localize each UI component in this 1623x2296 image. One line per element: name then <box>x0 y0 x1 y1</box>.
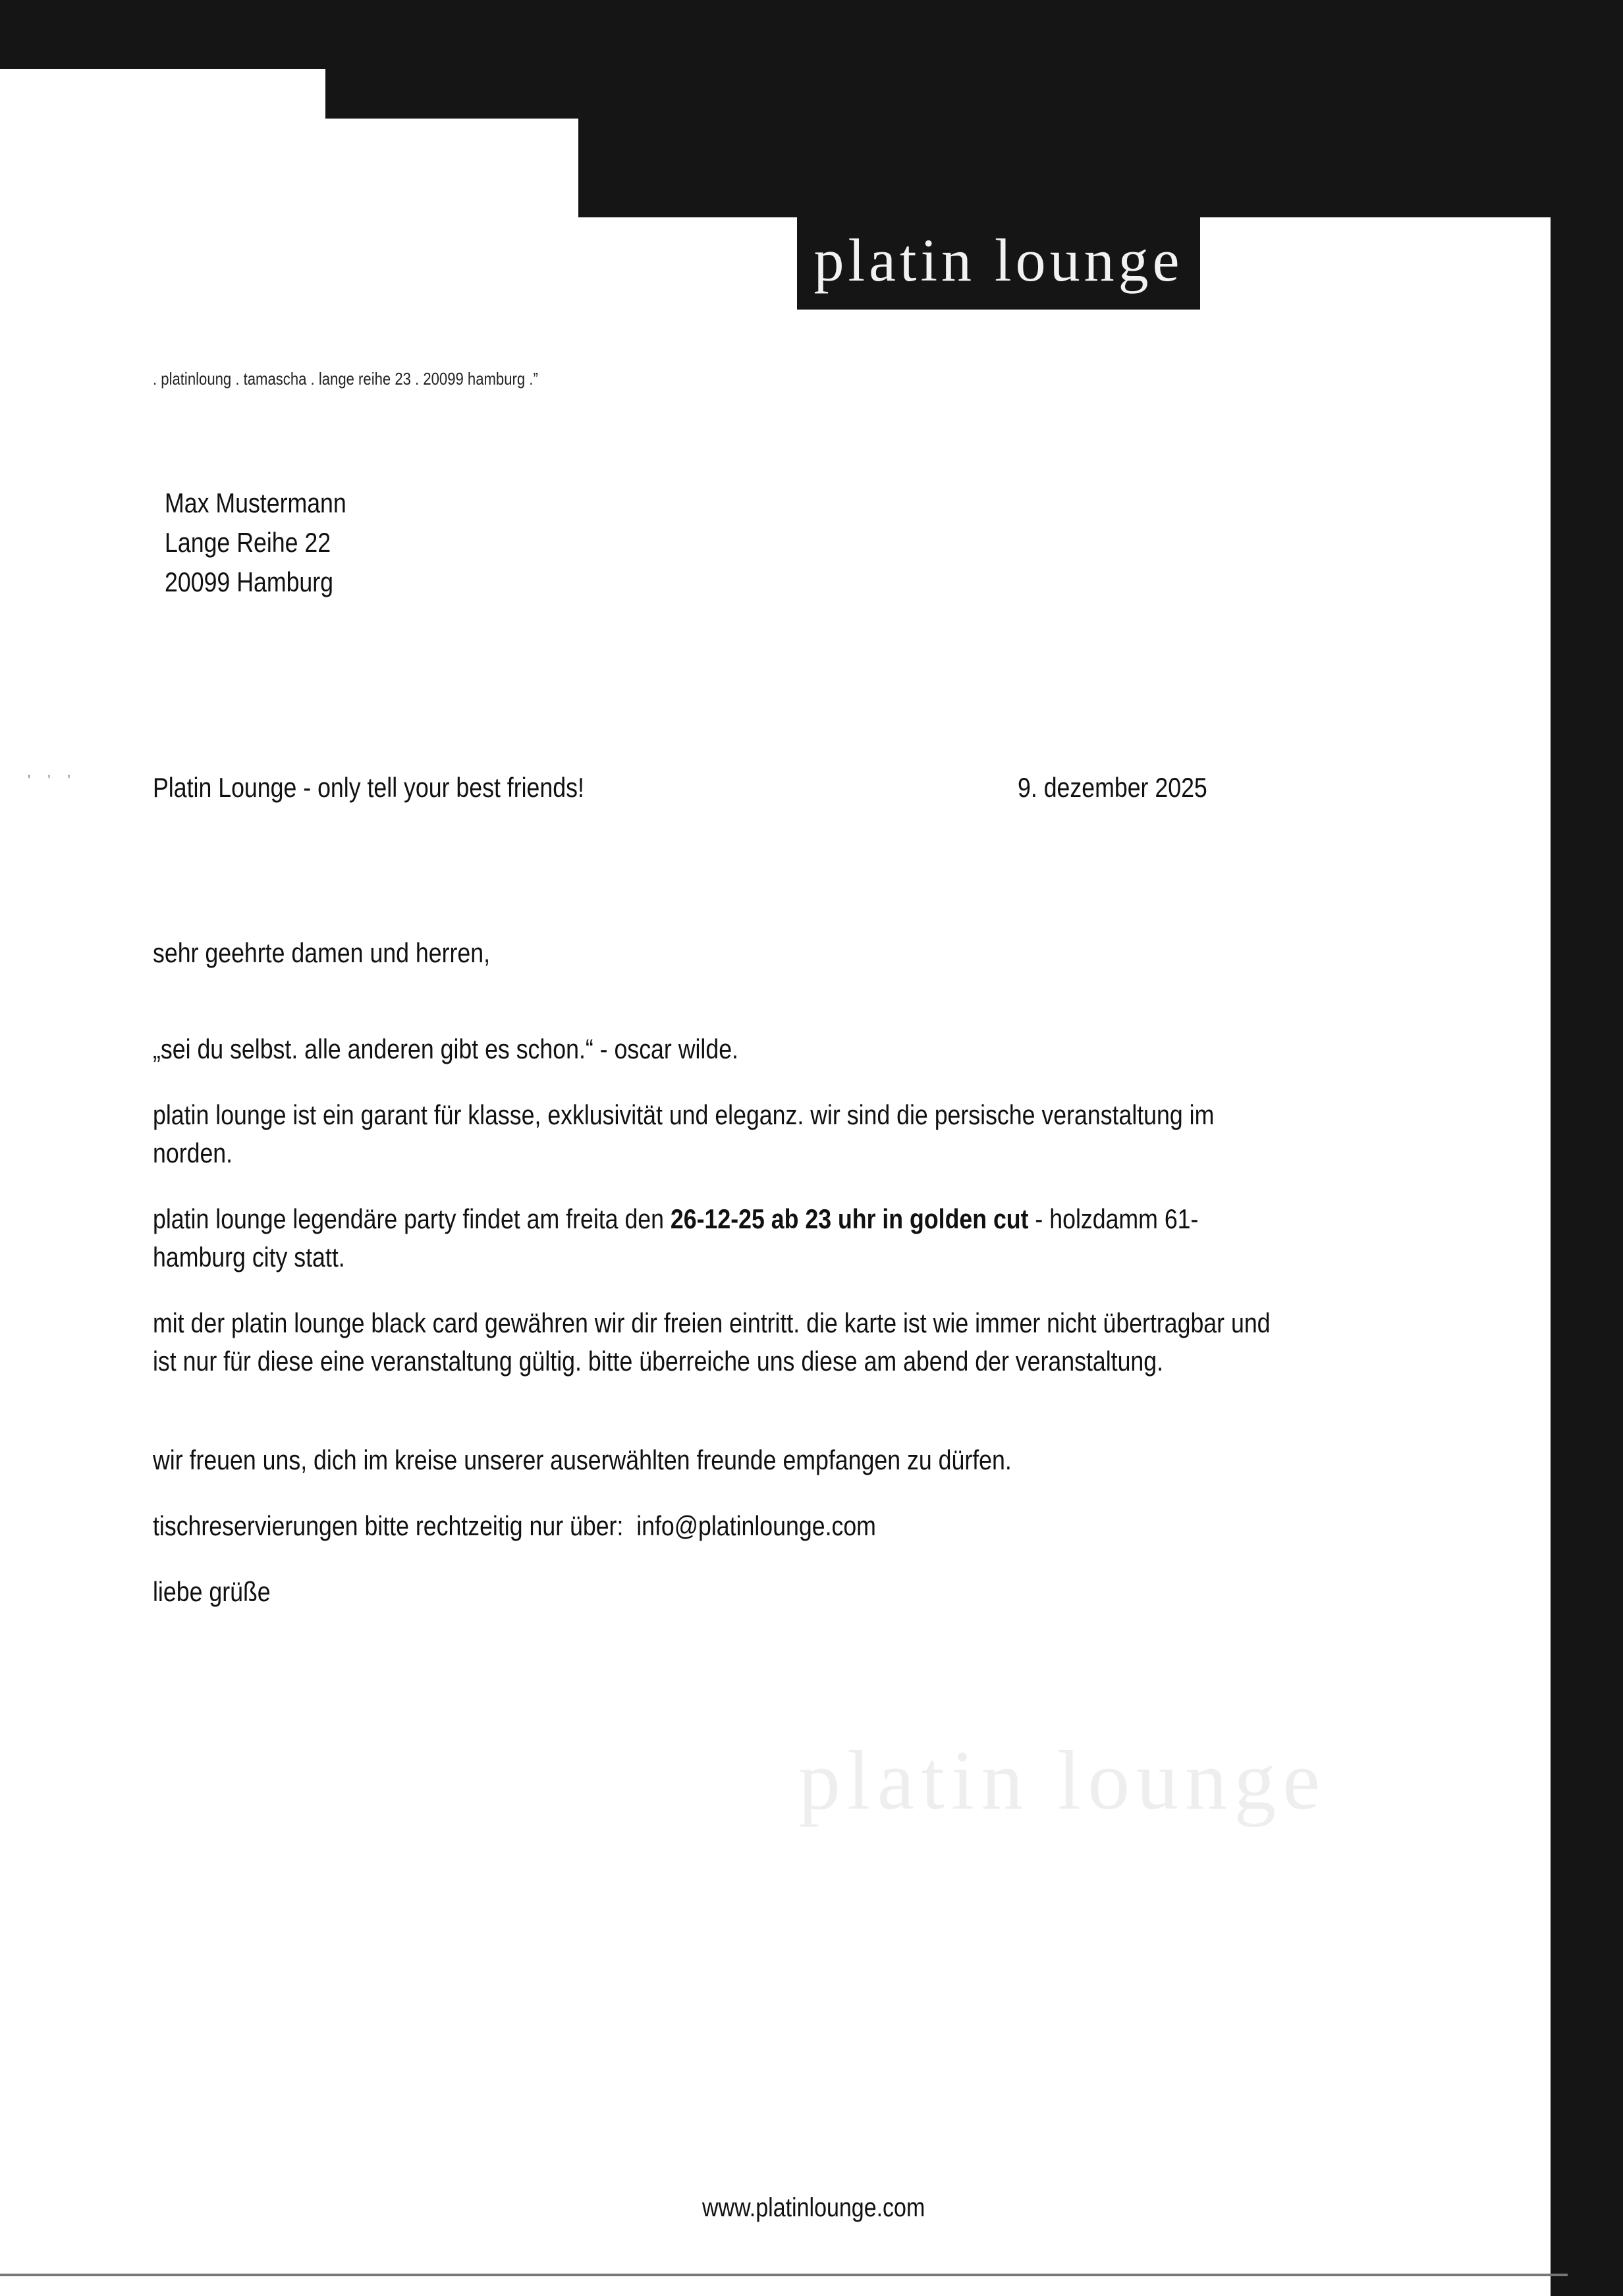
closing: liebe grüße <box>153 1576 271 1607</box>
recipient-street: Lange Reihe 22 <box>165 527 331 558</box>
paragraph-3: mit der platin lounge black card gewähren wir dir freien eintritt. die karte ist wie immer nicht übertragbar und ist nur für diese eine veranstaltung gültig. bitte überreiche uns diese am abend der veranstaltung. <box>153 1307 1271 1377</box>
recipient-address <box>165 483 346 602</box>
bottom-divider <box>0 2274 1568 2276</box>
recipient-city: 20099 Hamburg <box>165 566 334 597</box>
event-details: 26-12-25 ab 23 uhr in golden cut <box>670 1203 1029 1234</box>
reservation-email[interactable]: info@platinlounge.com <box>636 1510 876 1541</box>
logo <box>797 211 1200 310</box>
letter-body <box>153 934 1273 1611</box>
sender-line: . platinloung . tamascha . lange reihe 23 . 20099 hamburg .” <box>153 369 538 389</box>
reservation-line <box>153 1507 1273 1545</box>
paragraph-2-start: platin lounge legendäre party findet am freita den <box>153 1203 671 1234</box>
right-border-bar <box>1551 0 1623 2296</box>
quote: „sei du selbst. alle anderen gibt es schon.“ - oscar wilde. <box>153 1033 738 1064</box>
paragraph-1: platin lounge ist ein garant für klasse, exklusivität und eleganz. wir sind die persische veranstaltung im norden. <box>153 1099 1215 1168</box>
reservation-label: tischreservierungen bitte rechtzeitig nur über: <box>153 1510 624 1541</box>
margin-marks: ' ' ' <box>28 772 77 788</box>
paragraph-2 <box>153 1200 1273 1276</box>
salutation: sehr geehrte damen und herren, <box>153 937 491 968</box>
logo-text: platin lounge <box>813 227 1184 294</box>
paragraph-2-end: - holzdamm 61- hamburg city statt. <box>153 1203 1199 1272</box>
subject-line: Platin Lounge - only tell your best friends! <box>153 772 584 803</box>
letter-date: 9. dezember 2025 <box>1018 772 1207 803</box>
paragraph-4: wir freuen uns, dich im kreise unserer auserwählten freunde empfangen zu dürfen. <box>153 1444 1012 1475</box>
footer-website[interactable]: www.platinlounge.com <box>702 2193 925 2222</box>
watermark-logo: platin lounge <box>798 1734 1327 1827</box>
recipient-name: Max Mustermann <box>165 487 346 518</box>
